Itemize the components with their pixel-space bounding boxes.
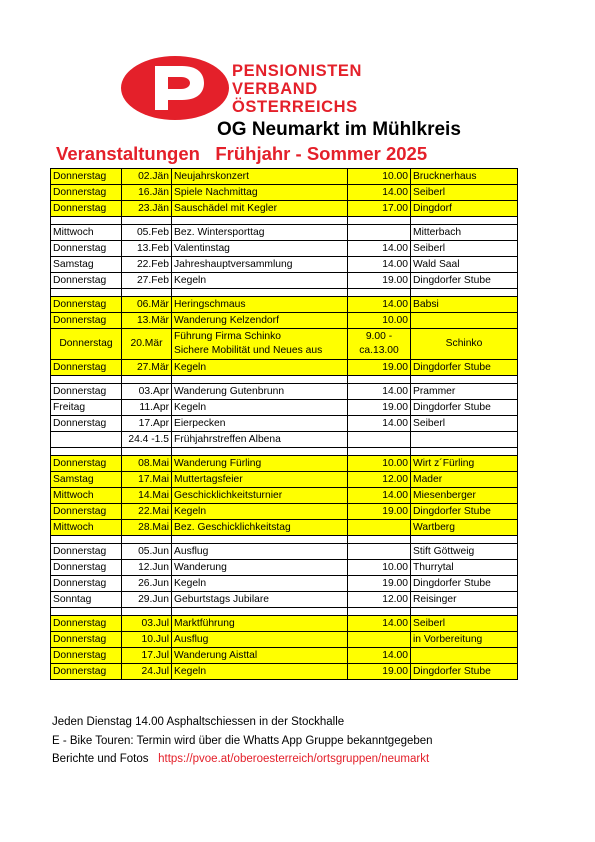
event-row (51, 432, 518, 448)
event-row (51, 520, 518, 536)
event-title: Geburtstags Jubilare (172, 592, 348, 608)
event-time: 14.00 (348, 185, 411, 201)
event-title: Bez. Wintersporttag (172, 225, 348, 241)
spacer-row (51, 536, 518, 544)
event-day: Donnerstag (51, 576, 122, 592)
spacer-cell (348, 448, 411, 456)
event-row (51, 472, 518, 488)
event-day: Donnerstag (51, 313, 122, 329)
spacer-cell (172, 608, 348, 616)
event-date: 24.Jul (122, 664, 172, 680)
event-day (51, 432, 122, 448)
event-title: Kegeln (172, 400, 348, 416)
event-time: 10.00 (348, 169, 411, 185)
event-day: Donnerstag (51, 384, 122, 400)
event-row (51, 576, 518, 592)
spacer-cell (122, 217, 172, 225)
event-date: 29.Jun (122, 592, 172, 608)
event-title: Bez. Geschicklichkeitstag (172, 520, 348, 536)
event-time: 14.00 (348, 616, 411, 632)
event-row (51, 273, 518, 289)
event-place: Dingdorfer Stube (411, 273, 518, 289)
event-date: 10.Jul (122, 632, 172, 648)
event-place: Mitterbach (411, 225, 518, 241)
event-title: Geschicklichkeitsturnier (172, 488, 348, 504)
event-title: Muttertagsfeier (172, 472, 348, 488)
event-date: 22.Mai (122, 504, 172, 520)
spacer-cell (122, 376, 172, 384)
event-time: 14.00 (348, 297, 411, 313)
event-place (411, 648, 518, 664)
event-date: 27.Feb (122, 273, 172, 289)
event-time: 14.00 (348, 257, 411, 273)
event-time (348, 544, 411, 560)
event-row (51, 456, 518, 472)
event-row (51, 416, 518, 432)
event-time: 17.00 (348, 201, 411, 217)
event-time: 14.00 (348, 384, 411, 400)
event-title: Kegeln (172, 576, 348, 592)
event-row (51, 400, 518, 416)
event-title: Marktführung (172, 616, 348, 632)
event-place: Stift Göttweig (411, 544, 518, 560)
event-title (172, 329, 348, 360)
event-place: Dingdorfer Stube (411, 504, 518, 520)
spacer-cell (172, 536, 348, 544)
spacer-cell (348, 536, 411, 544)
event-title: Ausflug (172, 632, 348, 648)
event-date: 17.Apr (122, 416, 172, 432)
event-time: 19.00 (348, 360, 411, 376)
event-time (348, 432, 411, 448)
spacer-cell (411, 376, 518, 384)
event-date: 03.Jul (122, 616, 172, 632)
spacer-cell (411, 289, 518, 297)
event-date: 27.Mär (122, 360, 172, 376)
spacer-cell (122, 289, 172, 297)
event-place: Wartberg (411, 520, 518, 536)
spacer-cell (348, 217, 411, 225)
event-row (51, 648, 518, 664)
event-date: 28.Mai (122, 520, 172, 536)
spacer-cell (51, 376, 122, 384)
event-date: 11.Apr (122, 400, 172, 416)
event-row (51, 632, 518, 648)
event-title: Heringschmaus (172, 297, 348, 313)
event-title: Frühjahrstreffen Albena (172, 432, 348, 448)
event-day: Donnerstag (51, 664, 122, 680)
event-title: Kegeln (172, 664, 348, 680)
event-place: Dingdorfer Stube (411, 360, 518, 376)
event-time: 10.00 (348, 456, 411, 472)
event-time-line-2: ca.13.00 (359, 345, 399, 356)
event-date: 06.Mär (122, 297, 172, 313)
event-day: Donnerstag (51, 169, 122, 185)
event-day: Samstag (51, 472, 122, 488)
event-date: 17.Jul (122, 648, 172, 664)
spacer-cell (122, 608, 172, 616)
event-row (51, 592, 518, 608)
event-time: 12.00 (348, 592, 411, 608)
spacer-cell (51, 608, 122, 616)
event-date: 03.Apr (122, 384, 172, 400)
event-date: 22.Feb (122, 257, 172, 273)
event-day: Donnerstag (51, 297, 122, 313)
event-date: 17.Mai (122, 472, 172, 488)
event-date: 24.4 -1.5 (122, 432, 172, 448)
event-place: Babsi (411, 297, 518, 313)
event-day: Sonntag (51, 592, 122, 608)
footer-line-reports (52, 753, 429, 765)
event-row (51, 185, 518, 201)
event-place: in Vorbereitung (411, 632, 518, 648)
event-row (51, 241, 518, 257)
event-day: Donnerstag (51, 544, 122, 560)
event-row (51, 297, 518, 313)
event-place (411, 432, 518, 448)
event-place: Mader (411, 472, 518, 488)
event-day: Donnerstag (51, 504, 122, 520)
event-row (51, 560, 518, 576)
spacer-cell (172, 376, 348, 384)
event-time (348, 329, 411, 360)
events-table (50, 168, 518, 680)
event-place: Brucknerhaus (411, 169, 518, 185)
spacer-cell (172, 217, 348, 225)
event-date: 05.Feb (122, 225, 172, 241)
spacer-cell (172, 448, 348, 456)
event-title: Valentinstag (172, 241, 348, 257)
event-title-line-1: Führung Firma Schinko (174, 331, 282, 342)
spacer-cell (348, 608, 411, 616)
event-place: Schinko (411, 329, 518, 360)
event-time: 14.00 (348, 648, 411, 664)
event-time: 19.00 (348, 400, 411, 416)
event-day: Donnerstag (51, 648, 122, 664)
event-day: Donnerstag (51, 360, 122, 376)
spacer-cell (411, 536, 518, 544)
event-time: 10.00 (348, 560, 411, 576)
event-day: Donnerstag (51, 456, 122, 472)
spacer-cell (411, 217, 518, 225)
event-title: Ausflug (172, 544, 348, 560)
event-place: Wald Saal (411, 257, 518, 273)
event-row (51, 201, 518, 217)
event-row (51, 616, 518, 632)
event-day: Donnerstag (51, 329, 122, 360)
event-date: 12.Jun (122, 560, 172, 576)
event-title: Eierpecken (172, 416, 348, 432)
event-time: 19.00 (348, 576, 411, 592)
event-date: 16.Jän (122, 185, 172, 201)
event-title: Wanderung Kelzendorf (172, 313, 348, 329)
event-place (411, 313, 518, 329)
event-title: Sauschädel mit Kegler (172, 201, 348, 217)
event-time: 12.00 (348, 472, 411, 488)
event-row (51, 313, 518, 329)
event-row (51, 257, 518, 273)
spacer-cell (51, 448, 122, 456)
event-time: 19.00 (348, 273, 411, 289)
event-date: 05.Jun (122, 544, 172, 560)
event-time (348, 632, 411, 648)
event-time: 14.00 (348, 488, 411, 504)
event-place: Seiberl (411, 416, 518, 432)
event-day: Donnerstag (51, 632, 122, 648)
event-place: Seiberl (411, 185, 518, 201)
spacer-cell (51, 217, 122, 225)
event-place: Prammer (411, 384, 518, 400)
event-title: Kegeln (172, 273, 348, 289)
event-date: 20.Mär (122, 329, 172, 360)
event-place: Seiberl (411, 616, 518, 632)
spacer-cell (122, 448, 172, 456)
event-place: Wirt z´Fürling (411, 456, 518, 472)
event-row (51, 488, 518, 504)
event-date: 02.Jän (122, 169, 172, 185)
event-row (51, 360, 518, 376)
event-day: Mittwoch (51, 225, 122, 241)
event-row (51, 384, 518, 400)
pvoe-logo (120, 55, 230, 121)
event-title: Neujahrskonzert (172, 169, 348, 185)
event-place: Miesenberger (411, 488, 518, 504)
event-title: Spiele Nachmittag (172, 185, 348, 201)
spacer-row (51, 289, 518, 297)
event-row (51, 169, 518, 185)
spacer-cell (51, 289, 122, 297)
event-time (348, 225, 411, 241)
brand-line-1: PENSIONISTEN (232, 62, 363, 80)
event-row (51, 329, 518, 360)
event-date: 14.Mai (122, 488, 172, 504)
event-place: Thurrytal (411, 560, 518, 576)
event-date: 13.Mär (122, 313, 172, 329)
event-row (51, 544, 518, 560)
og-title: OG Neumarkt im Mühlkreis (217, 119, 461, 140)
season-title: Veranstaltungen Frühjahr - Sommer 2025 (56, 143, 428, 164)
event-date: 08.Mai (122, 456, 172, 472)
footer-reports-label: Berichte und Fotos (52, 753, 159, 765)
event-day: Donnerstag (51, 241, 122, 257)
event-day: Donnerstag (51, 560, 122, 576)
footer-line-asphaltschiessen: Jeden Dienstag 14.00 Asphaltschiessen in der Stockhalle (52, 716, 345, 728)
event-time: 19.00 (348, 504, 411, 520)
events-table-body (51, 169, 518, 680)
event-time: 10.00 (348, 313, 411, 329)
event-place: Dingdorfer Stube (411, 400, 518, 416)
event-time (348, 520, 411, 536)
spacer-cell (122, 536, 172, 544)
event-title: Wanderung Gutenbrunn (172, 384, 348, 400)
brand-line-2: VERBAND (232, 80, 318, 98)
event-row (51, 664, 518, 680)
event-title: Wanderung Fürling (172, 456, 348, 472)
brand-line-3: ÖSTERREICHS (232, 98, 358, 116)
spacer-cell (51, 536, 122, 544)
event-time: 14.00 (348, 416, 411, 432)
event-title: Wanderung (172, 560, 348, 576)
event-place: Dingdorf (411, 201, 518, 217)
event-day: Donnerstag (51, 416, 122, 432)
spacer-cell (172, 289, 348, 297)
spacer-row (51, 376, 518, 384)
event-title: Kegeln (172, 360, 348, 376)
event-day: Donnerstag (51, 185, 122, 201)
event-date: 13.Feb (122, 241, 172, 257)
event-day: Donnerstag (51, 273, 122, 289)
event-date: 23.Jän (122, 201, 172, 217)
event-time: 14.00 (348, 241, 411, 257)
event-title: Kegeln (172, 504, 348, 520)
footer-line-ebike: E - Bike Touren: Termin wird über die Whatts App Gruppe bekanntgegeben (52, 735, 433, 747)
event-place: Reisinger (411, 592, 518, 608)
event-day: Freitag (51, 400, 122, 416)
event-title: Jahreshauptversammlung (172, 257, 348, 273)
spacer-cell (348, 376, 411, 384)
spacer-cell (411, 608, 518, 616)
event-title: Wanderung Aisttal (172, 648, 348, 664)
spacer-row (51, 608, 518, 616)
event-date: 26.Jun (122, 576, 172, 592)
event-day: Mittwoch (51, 488, 122, 504)
event-day: Samstag (51, 257, 122, 273)
event-row (51, 225, 518, 241)
spacer-cell (411, 448, 518, 456)
event-day: Donnerstag (51, 616, 122, 632)
event-place: Dingdorfer Stube (411, 664, 518, 680)
spacer-row (51, 448, 518, 456)
event-time: 19.00 (348, 664, 411, 680)
event-day: Mittwoch (51, 520, 122, 536)
event-place: Dingdorfer Stube (411, 576, 518, 592)
event-place: Seiberl (411, 241, 518, 257)
event-day: Donnerstag (51, 201, 122, 217)
website-link[interactable]: https://pvoe.at/oberoesterreich/ortsgruppen/neumarkt (158, 753, 430, 765)
event-row (51, 504, 518, 520)
event-time-line-1: 9.00 - (365, 331, 393, 342)
spacer-cell (348, 289, 411, 297)
spacer-row (51, 217, 518, 225)
event-title-line-2: Sichere Mobilität und Neues aus (174, 345, 323, 356)
